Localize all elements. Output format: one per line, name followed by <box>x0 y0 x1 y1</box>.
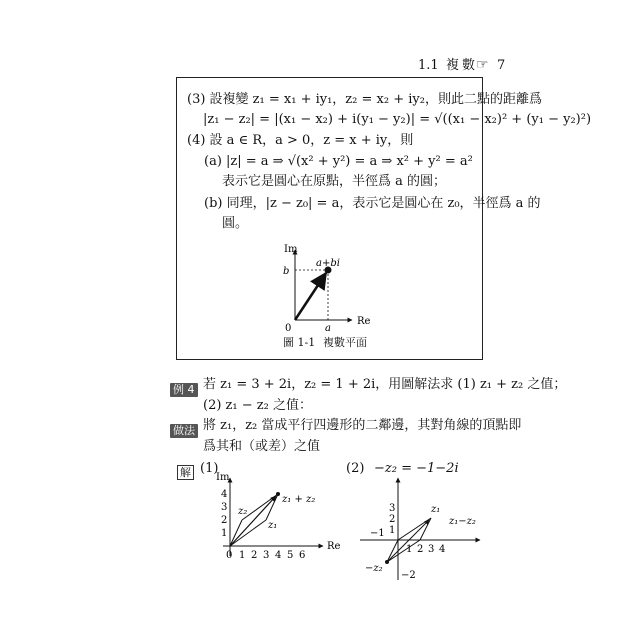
a-tick-label: a <box>325 323 331 334</box>
g2-y-tick: 1 <box>389 525 396 536</box>
g1-sum-point <box>276 492 280 496</box>
item3-line1: (3) 設複變 z₁ = x₁ + iy₁，z₂ = x₂ + iy₂，則此二點的距離爲 <box>187 92 542 107</box>
example-line2: (2) z₁ − z₂ 之值： <box>203 398 312 413</box>
g1-x-tick: 0 <box>226 550 233 561</box>
im-axis-label: Im <box>284 244 298 255</box>
solution-tag: 解 <box>177 465 194 480</box>
page-number: 7 <box>497 58 506 73</box>
example-tag: 例 4 <box>170 383 198 397</box>
g1-x-tick: 2 <box>251 550 258 561</box>
item4a-line2: 表示它是圓心在原點，半徑爲 a 的圓； <box>222 174 447 189</box>
example-line1: 若 z₁ = 3 + 2i，z₂ = 1 + 2i，用圖解法求 (1) z₁ + z₂ 之值； <box>203 377 567 392</box>
figure-caption-text: 複數平面 <box>323 336 367 349</box>
g2-x-tick: 2 <box>417 544 424 555</box>
g1-y-tick: 2 <box>221 515 228 526</box>
g1-re-label: Re <box>327 541 341 552</box>
method-line2: 爲其和（或差）之值 <box>203 439 321 454</box>
g2-neg-z2-label: −z₂ <box>365 563 383 574</box>
point-label: a+bi <box>316 258 340 269</box>
g2-y-tick: 3 <box>389 503 396 514</box>
g2-diff-label: z₁−z₂ <box>449 516 476 527</box>
g2-x-tick: 4 <box>439 544 446 555</box>
b-tick-label: b <box>283 266 290 277</box>
g1-y-tick: 4 <box>221 489 228 500</box>
origin-label: 0 <box>285 323 292 334</box>
g2-neg-z2-point <box>385 560 389 564</box>
g2-x-tick: 1 <box>406 544 413 555</box>
g1-x-tick: 6 <box>299 550 306 561</box>
g1-z1-vector <box>230 520 266 546</box>
g1-x-tick: 3 <box>263 550 270 561</box>
chapter-title: 複數 <box>446 58 479 73</box>
g2-y-tick: 2 <box>389 514 396 525</box>
g2-x-neg-tick: −1 <box>370 528 385 539</box>
g1-x-tick: 5 <box>287 550 294 561</box>
item4a-line1: (a) |z| = a ⇒ √(x² + y²) = a ⇒ x² + y² = a² <box>204 154 473 169</box>
section-number: 1.1 <box>418 58 439 73</box>
part2-label: (2) <box>346 461 365 476</box>
g1-x-tick: 1 <box>239 550 246 561</box>
method-line1: 將 z₁，z₂ 當成平行四邊形的二鄰邊，其對角線的頂點即 <box>203 418 522 433</box>
g2-x-tick: 3 <box>428 544 435 555</box>
item3-line2: |z₁ − z₂| = |(x₁ − x₂) + i(y₁ − y₂)| = √((x₁ − x₂)² + (y₁ − y₂)²) <box>203 112 592 127</box>
g2-y-neg-tick: −2 <box>401 570 416 581</box>
method-tag: 做法 <box>170 424 198 438</box>
g2-z1-label: z₁ <box>431 504 441 515</box>
g1-z1-label: z₁ <box>268 520 278 531</box>
g1-x-tick: 4 <box>275 550 282 561</box>
g1-z2-label: z₂ <box>238 506 248 517</box>
g1-y-tick: 3 <box>221 502 228 513</box>
item4-line1: (4) 設 a ∈ R，a > 0，z = x + iy，則 <box>187 133 414 148</box>
item4b-line1: (b) 同理，|z − z₀| = a，表示它是圓心在 z₀，半徑爲 a 的 <box>204 196 541 211</box>
part2-title: −z₂ = −1−2i <box>374 461 459 476</box>
g1-sum-label: z₁ + z₂ <box>282 494 316 505</box>
part1-label: (1) <box>200 461 219 476</box>
g1-im-label: Im <box>216 472 230 483</box>
g1-side-a <box>242 494 278 520</box>
figure-caption-number: 圖 1-1 <box>283 336 316 349</box>
complex-plane-figure <box>270 238 380 338</box>
g1-y-tick: 1 <box>221 528 228 539</box>
item4b-line2: 圓。 <box>222 216 249 231</box>
graph-difference <box>355 470 500 585</box>
pointing-hand-icon: ☞ <box>476 57 489 73</box>
vector-arrow <box>295 273 326 320</box>
graph-sum <box>205 470 355 570</box>
re-axis-label: Re <box>357 316 371 327</box>
